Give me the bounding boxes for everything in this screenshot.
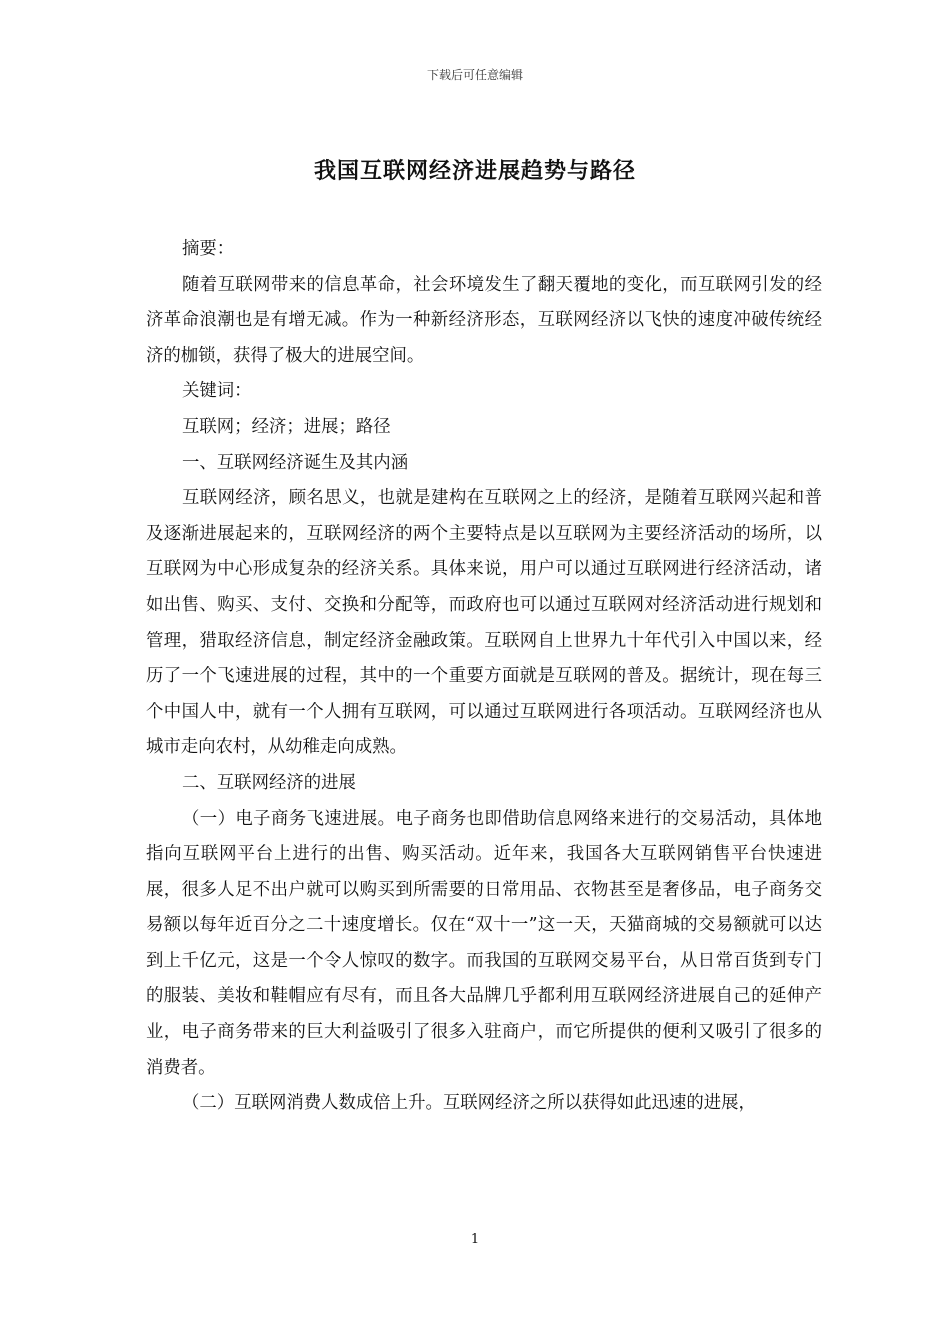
keywords-paragraph: 互联网；经济；进展；路径 xyxy=(182,416,391,437)
keywords-label: 关键词： xyxy=(182,381,252,402)
document-body xyxy=(146,232,822,1122)
abstract-label: 摘要： xyxy=(182,239,235,259)
section-2-paragraph-1: （一）电子商务飞速进展。电子商务也即借助信息网络来进行的交易活动，具体地指向互联网平台上进行的出售、购买活动。近年来，我国各大互联网销售平台快速进展，很多人足不出户就可以购买到所需要的日常用品、衣物甚至是奢侈品，电子商务交易额以每年近百分之二十速度增长。仅在“双十一”这一天，天猫商城的交易额就可以达到上千亿元，这是一个令人惊叹的数字。而我国的互联网交易平台，从日常百货到专门的服装、美妆和鞋帽应有尽有，而且各大品牌几乎都利用互联网经济进展自己的延伸产业，电子商务带来的巨大利益吸引了很多入驻商户，而它所提供的便利又吸引了很多的消费者。 xyxy=(146,808,822,1078)
header-note: 下载后可任意编辑 xyxy=(426,68,523,82)
abstract-paragraph: 随着互联网带来的信息革命，社会环境发生了翻天覆地的变化，而互联网引发的经济革命浪潮也是有增无减。作为一种新经济形态，互联网经济以飞快的速度冲破传统经济的枷锁，获得了极大的进展空间。 xyxy=(146,274,822,366)
document-title: 我国互联网经济进展趋势与路径 xyxy=(313,158,636,184)
section-1-heading: 一、互联网经济诞生及其内涵 xyxy=(182,452,409,473)
section-2-heading: 二、互联网经济的进展 xyxy=(182,772,356,793)
section-2-paragraph-2: （二）互联网消费人数成倍上升。互联网经济之所以获得如此迅速的进展， xyxy=(182,1093,756,1114)
page-number: 1 xyxy=(470,1232,480,1247)
section-1-paragraph: 互联网经济，顾名思义，也就是建构在互联网之上的经济，是随着互联网兴起和普及逐渐进展起来的，互联网经济的两个主要特点是以互联网为主要经济活动的场所，以互联网为中心形成复杂的经济关系。具体来说，用户可以通过互联网进行经济活动，诸如出售、购买、支付、交换和分配等，而政府也可以通过互联网对经济活动进行规划和管理，猎取经济信息，制定经济金融政策。互联网自上世界九十年代引入中国以来，经历了一个飞速进展的过程，其中的一个重要方面就是互联网的普及。据统计，现在每三个中国人中，就有一个人拥有互联网，可以通过互联网进行各项活动。互联网经济也从城市走向农村，从幼稚走向成熟。 xyxy=(146,488,822,758)
